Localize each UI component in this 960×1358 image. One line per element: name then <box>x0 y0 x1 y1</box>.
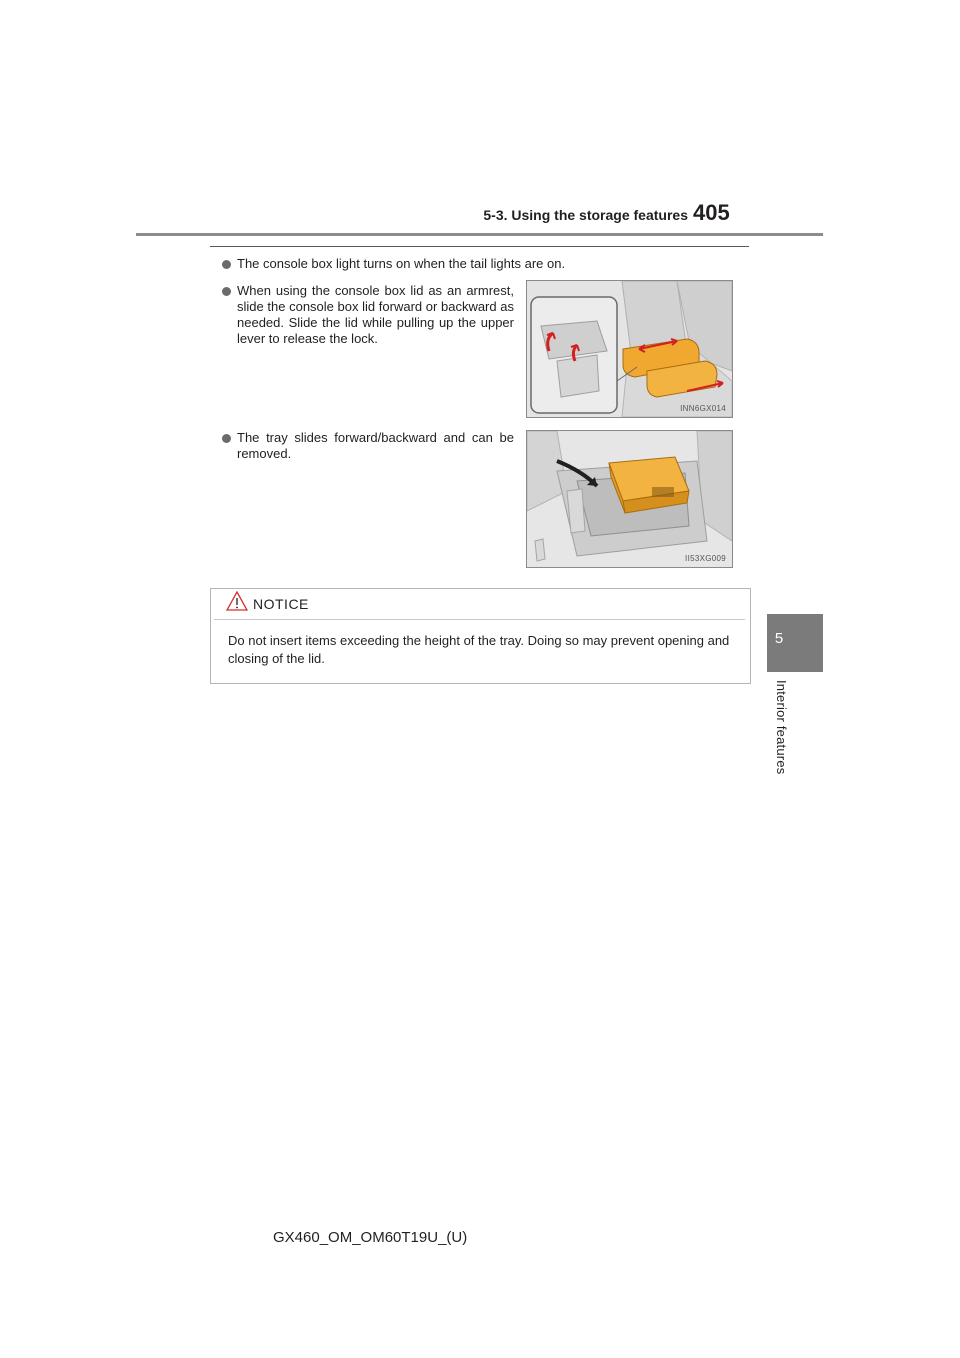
chapter-label-text: Interior features <box>774 680 789 775</box>
header-rule <box>136 233 823 236</box>
notice-text: Do not insert items exceeding the height of the tray. Doing so may prevent opening and closing of the lid. <box>228 633 730 666</box>
bullet-dot-icon <box>222 260 231 269</box>
chapter-label <box>774 680 794 800</box>
figure-console-lid <box>526 280 733 418</box>
content-rule <box>210 246 749 247</box>
figure-console-tray <box>526 430 733 568</box>
warning-triangle-icon <box>226 591 248 611</box>
bullet-armrest-slide <box>222 283 514 347</box>
bullet-tray-removable <box>222 430 514 462</box>
bullet-text: The console box light turns on when the tail lights are on. <box>237 256 566 271</box>
notice-title: NOTICE <box>253 596 309 612</box>
bullet-console-light <box>222 256 742 272</box>
notice-rule <box>214 619 745 620</box>
console-lid-slide-illustration-icon <box>527 281 732 417</box>
figure-code: II53XG009 <box>685 554 726 563</box>
page-number: 405 <box>693 200 730 225</box>
bullet-text: When using the console box lid as an armrest, slide the console box lid forward or backward as needed. Slide the lid while pulling up the upper lever to release the lock. <box>237 283 514 346</box>
footer-code: GX460_OM_OM60T19U_(U) <box>273 1229 468 1246</box>
figure-code: INN6GX014 <box>680 404 726 413</box>
section-title: 5-3. Using the storage features <box>483 207 688 223</box>
bullet-text: The tray slides forward/backward and can be removed. <box>237 430 514 461</box>
bullet-dot-icon <box>222 287 231 296</box>
chapter-number: 5 <box>774 630 784 647</box>
bullet-dot-icon <box>222 434 231 443</box>
console-tray-illustration-icon <box>527 431 732 567</box>
